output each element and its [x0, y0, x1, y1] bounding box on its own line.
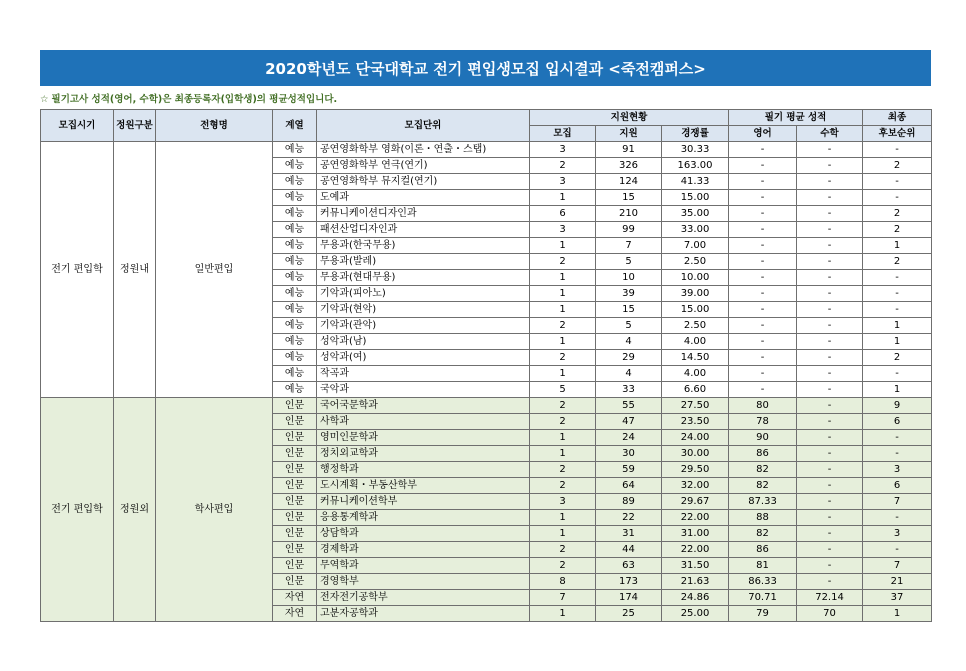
cell-english: 81 [729, 558, 797, 574]
cell-english: 86 [729, 542, 797, 558]
cell-math: - [797, 350, 863, 366]
cell-unit: 기악과(관악) [317, 318, 530, 334]
cell-recruit: 7 [530, 590, 596, 606]
cell-math: - [797, 334, 863, 350]
cell-track: 자연 [273, 590, 317, 606]
cell-track: 예능 [273, 270, 317, 286]
cell-track: 인문 [273, 542, 317, 558]
cell-unit: 무역학과 [317, 558, 530, 574]
cell-unit: 영미인문학과 [317, 430, 530, 446]
cell-recruit: 1 [530, 430, 596, 446]
cell-track: 인문 [273, 414, 317, 430]
cell-track: 인문 [273, 558, 317, 574]
cell-math: - [797, 318, 863, 334]
cell-applied: 33 [596, 382, 662, 398]
cell-track: 예능 [273, 206, 317, 222]
cell-applied: 99 [596, 222, 662, 238]
cell-applied: 5 [596, 254, 662, 270]
cell-recruit: 2 [530, 462, 596, 478]
table-body [41, 142, 932, 622]
cell-ratio: 23.50 [662, 414, 729, 430]
cell-track: 예능 [273, 366, 317, 382]
cell-ratio: 31.00 [662, 526, 729, 542]
cell-track: 인문 [273, 398, 317, 414]
cell-unit: 기악과(현악) [317, 302, 530, 318]
cell-english: - [729, 318, 797, 334]
cell-track: 예능 [273, 174, 317, 190]
cell-applied: 22 [596, 510, 662, 526]
cell-applied: 210 [596, 206, 662, 222]
cell-ratio: 2.50 [662, 254, 729, 270]
cell-recruit: 1 [530, 334, 596, 350]
cell-math: - [797, 462, 863, 478]
header-quota-type: 정원구분 [114, 110, 156, 142]
cell-applied: 326 [596, 158, 662, 174]
cell-applied: 4 [596, 334, 662, 350]
cell-unit: 무용과(발레) [317, 254, 530, 270]
cell-english: - [729, 382, 797, 398]
cell-applied: 15 [596, 302, 662, 318]
cell-applied: 30 [596, 446, 662, 462]
group-period: 전기 편입학 [41, 142, 114, 398]
cell-unit: 공연영화학부 뮤지컬(연기) [317, 174, 530, 190]
cell-english: - [729, 366, 797, 382]
header-track: 계열 [273, 110, 317, 142]
cell-rank: - [863, 174, 932, 190]
cell-math: - [797, 158, 863, 174]
cell-unit: 상담학과 [317, 526, 530, 542]
header-final-bottom: 후보순위 [863, 126, 932, 142]
cell-unit: 무용과(한국무용) [317, 238, 530, 254]
cell-applied: 25 [596, 606, 662, 622]
cell-ratio: 15.00 [662, 302, 729, 318]
cell-track: 인문 [273, 574, 317, 590]
cell-math: - [797, 206, 863, 222]
cell-ratio: 29.67 [662, 494, 729, 510]
cell-track: 예능 [273, 254, 317, 270]
cell-applied: 63 [596, 558, 662, 574]
cell-math: - [797, 542, 863, 558]
cell-track: 예능 [273, 286, 317, 302]
cell-recruit: 1 [530, 526, 596, 542]
cell-unit: 기악과(피아노) [317, 286, 530, 302]
cell-ratio: 33.00 [662, 222, 729, 238]
cell-rank: 6 [863, 414, 932, 430]
cell-math: - [797, 382, 863, 398]
cell-recruit: 2 [530, 158, 596, 174]
cell-recruit: 2 [530, 318, 596, 334]
cell-unit: 행정학과 [317, 462, 530, 478]
cell-applied: 7 [596, 238, 662, 254]
cell-rank: 2 [863, 206, 932, 222]
cell-track: 예능 [273, 334, 317, 350]
cell-track: 예능 [273, 318, 317, 334]
cell-english: 82 [729, 462, 797, 478]
cell-math: - [797, 270, 863, 286]
cell-unit: 성악과(남) [317, 334, 530, 350]
cell-ratio: 2.50 [662, 318, 729, 334]
cell-rank: 7 [863, 558, 932, 574]
header-applied: 지원 [596, 126, 662, 142]
cell-english: - [729, 158, 797, 174]
cell-track: 인문 [273, 478, 317, 494]
cell-rank: - [863, 542, 932, 558]
cell-rank: 1 [863, 382, 932, 398]
exam-score-note [40, 91, 337, 105]
cell-english: - [729, 222, 797, 238]
cell-math: - [797, 366, 863, 382]
cell-applied: 89 [596, 494, 662, 510]
cell-applied: 39 [596, 286, 662, 302]
cell-ratio: 6.60 [662, 382, 729, 398]
cell-track: 예능 [273, 158, 317, 174]
cell-rank: 21 [863, 574, 932, 590]
page-title: 2020학년도 단국대학교 전기 편입생모집 입시결과 <죽전캠퍼스> [40, 50, 931, 86]
cell-rank: - [863, 510, 932, 526]
cell-rank: - [863, 190, 932, 206]
cell-rank: 37 [863, 590, 932, 606]
cell-applied: 59 [596, 462, 662, 478]
cell-rank: 1 [863, 606, 932, 622]
header-unit: 모집단위 [317, 110, 530, 142]
cell-recruit: 3 [530, 174, 596, 190]
cell-recruit: 1 [530, 190, 596, 206]
cell-applied: 91 [596, 142, 662, 158]
cell-applied: 64 [596, 478, 662, 494]
cell-track: 예능 [273, 222, 317, 238]
cell-recruit: 1 [530, 302, 596, 318]
cell-unit: 공연영화학부 영화(이론・연출・스탭) [317, 142, 530, 158]
cell-unit: 무용과(현대무용) [317, 270, 530, 286]
cell-recruit: 1 [530, 286, 596, 302]
cell-applied: 173 [596, 574, 662, 590]
group-quota-type: 정원내 [114, 142, 156, 398]
cell-english: - [729, 350, 797, 366]
cell-track: 인문 [273, 430, 317, 446]
cell-unit: 커뮤니케이션디자인과 [317, 206, 530, 222]
cell-recruit: 2 [530, 254, 596, 270]
header-recruit: 모집 [530, 126, 596, 142]
cell-english: - [729, 270, 797, 286]
cell-english: 88 [729, 510, 797, 526]
cell-ratio: 10.00 [662, 270, 729, 286]
cell-math: - [797, 222, 863, 238]
cell-english: 82 [729, 478, 797, 494]
cell-applied: 10 [596, 270, 662, 286]
cell-ratio: 15.00 [662, 190, 729, 206]
cell-rank: 6 [863, 478, 932, 494]
cell-ratio: 163.00 [662, 158, 729, 174]
cell-ratio: 29.50 [662, 462, 729, 478]
cell-rank: 3 [863, 462, 932, 478]
cell-math: - [797, 526, 863, 542]
cell-ratio: 22.00 [662, 542, 729, 558]
cell-recruit: 1 [530, 446, 596, 462]
header-exam-group: 필기 평균 성적 [729, 110, 863, 126]
cell-applied: 124 [596, 174, 662, 190]
cell-recruit: 2 [530, 478, 596, 494]
cell-math: - [797, 510, 863, 526]
cell-rank: 2 [863, 350, 932, 366]
cell-recruit: 6 [530, 206, 596, 222]
cell-recruit: 1 [530, 238, 596, 254]
cell-recruit: 1 [530, 606, 596, 622]
cell-ratio: 4.00 [662, 334, 729, 350]
cell-applied: 47 [596, 414, 662, 430]
cell-rank: 2 [863, 222, 932, 238]
cell-unit: 공연영화학부 연극(연기) [317, 158, 530, 174]
cell-math: - [797, 190, 863, 206]
cell-unit: 국악과 [317, 382, 530, 398]
cell-english: - [729, 142, 797, 158]
cell-math: - [797, 254, 863, 270]
cell-math: - [797, 398, 863, 414]
cell-math: - [797, 430, 863, 446]
cell-english: - [729, 206, 797, 222]
table-row [41, 398, 932, 414]
group-admission-type: 일반편입 [156, 142, 273, 398]
cell-track: 예능 [273, 142, 317, 158]
cell-ratio: 27.50 [662, 398, 729, 414]
cell-applied: 15 [596, 190, 662, 206]
group-admission-type: 학사편입 [156, 398, 273, 622]
cell-unit: 고분자공학과 [317, 606, 530, 622]
header-ratio: 경쟁률 [662, 126, 729, 142]
cell-unit: 커뮤니케이션학부 [317, 494, 530, 510]
cell-english: 80 [729, 398, 797, 414]
cell-math: - [797, 286, 863, 302]
cell-math: - [797, 494, 863, 510]
cell-unit: 작곡과 [317, 366, 530, 382]
cell-applied: 4 [596, 366, 662, 382]
cell-unit: 패션산업디자인과 [317, 222, 530, 238]
cell-track: 인문 [273, 462, 317, 478]
cell-rank: 1 [863, 318, 932, 334]
cell-rank: 2 [863, 158, 932, 174]
cell-unit: 도시계획・부동산학부 [317, 478, 530, 494]
cell-applied: 174 [596, 590, 662, 606]
cell-rank: - [863, 142, 932, 158]
cell-track: 인문 [273, 494, 317, 510]
star-icon: ☆ [40, 94, 49, 105]
cell-math: - [797, 446, 863, 462]
header-admission-type: 전형명 [156, 110, 273, 142]
cell-ratio: 35.00 [662, 206, 729, 222]
cell-unit: 경제학과 [317, 542, 530, 558]
header-period: 모집시기 [41, 110, 114, 142]
cell-track: 예능 [273, 350, 317, 366]
cell-unit: 도예과 [317, 190, 530, 206]
cell-unit: 응용통계학과 [317, 510, 530, 526]
cell-rank: - [863, 270, 932, 286]
cell-english: - [729, 174, 797, 190]
cell-recruit: 1 [530, 270, 596, 286]
cell-recruit: 2 [530, 350, 596, 366]
cell-math: - [797, 414, 863, 430]
cell-ratio: 31.50 [662, 558, 729, 574]
cell-rank: 1 [863, 238, 932, 254]
cell-unit: 정치외교학과 [317, 446, 530, 462]
cell-ratio: 4.00 [662, 366, 729, 382]
cell-rank: 3 [863, 526, 932, 542]
cell-recruit: 3 [530, 222, 596, 238]
cell-recruit: 2 [530, 558, 596, 574]
cell-rank: - [863, 286, 932, 302]
cell-math: 72.14 [797, 590, 863, 606]
cell-applied: 55 [596, 398, 662, 414]
cell-ratio: 41.33 [662, 174, 729, 190]
cell-ratio: 30.00 [662, 446, 729, 462]
cell-track: 예능 [273, 382, 317, 398]
cell-track: 자연 [273, 606, 317, 622]
cell-english: 87.33 [729, 494, 797, 510]
cell-recruit: 5 [530, 382, 596, 398]
header-english: 영어 [729, 126, 797, 142]
cell-unit: 성악과(여) [317, 350, 530, 366]
cell-ratio: 30.33 [662, 142, 729, 158]
cell-math: - [797, 174, 863, 190]
cell-ratio: 39.00 [662, 286, 729, 302]
cell-ratio: 25.00 [662, 606, 729, 622]
cell-recruit: 3 [530, 494, 596, 510]
cell-applied: 5 [596, 318, 662, 334]
cell-ratio: 24.00 [662, 430, 729, 446]
cell-ratio: 32.00 [662, 478, 729, 494]
cell-applied: 24 [596, 430, 662, 446]
cell-english: - [729, 254, 797, 270]
cell-rank: 1 [863, 334, 932, 350]
cell-applied: 31 [596, 526, 662, 542]
note-text: 필기고사 성적(영어, 수학)은 최종등록자(입학생)의 평균성적입니다. [51, 94, 338, 105]
cell-unit: 국어국문학과 [317, 398, 530, 414]
cell-rank: - [863, 302, 932, 318]
cell-applied: 29 [596, 350, 662, 366]
cell-track: 인문 [273, 510, 317, 526]
cell-ratio: 24.86 [662, 590, 729, 606]
cell-recruit: 2 [530, 542, 596, 558]
cell-track: 인문 [273, 526, 317, 542]
cell-recruit: 2 [530, 398, 596, 414]
admission-results-table [40, 109, 932, 622]
cell-recruit: 1 [530, 366, 596, 382]
cell-track: 인문 [273, 446, 317, 462]
cell-math: - [797, 142, 863, 158]
cell-unit: 사학과 [317, 414, 530, 430]
cell-unit: 전자전기공학부 [317, 590, 530, 606]
cell-track: 예능 [273, 302, 317, 318]
cell-ratio: 21.63 [662, 574, 729, 590]
cell-recruit: 1 [530, 510, 596, 526]
cell-english: 78 [729, 414, 797, 430]
cell-recruit: 8 [530, 574, 596, 590]
cell-math: 70 [797, 606, 863, 622]
cell-math: - [797, 302, 863, 318]
cell-applied: 44 [596, 542, 662, 558]
cell-recruit: 3 [530, 142, 596, 158]
group-quota-type: 정원외 [114, 398, 156, 622]
cell-english: 70.71 [729, 590, 797, 606]
cell-english: - [729, 190, 797, 206]
cell-math: - [797, 558, 863, 574]
cell-english: - [729, 302, 797, 318]
cell-english: - [729, 334, 797, 350]
cell-unit: 경영학부 [317, 574, 530, 590]
cell-english: 86 [729, 446, 797, 462]
cell-english: 90 [729, 430, 797, 446]
cell-ratio: 14.50 [662, 350, 729, 366]
cell-rank: - [863, 430, 932, 446]
cell-math: - [797, 478, 863, 494]
table-row [41, 142, 932, 158]
cell-math: - [797, 574, 863, 590]
cell-track: 예능 [273, 238, 317, 254]
cell-rank: 9 [863, 398, 932, 414]
cell-ratio: 7.00 [662, 238, 729, 254]
cell-rank: 2 [863, 254, 932, 270]
cell-english: - [729, 238, 797, 254]
cell-english: 82 [729, 526, 797, 542]
cell-english: - [729, 286, 797, 302]
cell-math: - [797, 238, 863, 254]
header-applicants-group: 지원현황 [530, 110, 729, 126]
header-math: 수학 [797, 126, 863, 142]
cell-track: 예능 [273, 190, 317, 206]
cell-ratio: 22.00 [662, 510, 729, 526]
cell-english: 86.33 [729, 574, 797, 590]
cell-english: 79 [729, 606, 797, 622]
cell-rank: - [863, 446, 932, 462]
cell-rank: 7 [863, 494, 932, 510]
header-final-top: 최종 [863, 110, 932, 126]
cell-recruit: 2 [530, 414, 596, 430]
cell-rank: - [863, 366, 932, 382]
group-period: 전기 편입학 [41, 398, 114, 622]
